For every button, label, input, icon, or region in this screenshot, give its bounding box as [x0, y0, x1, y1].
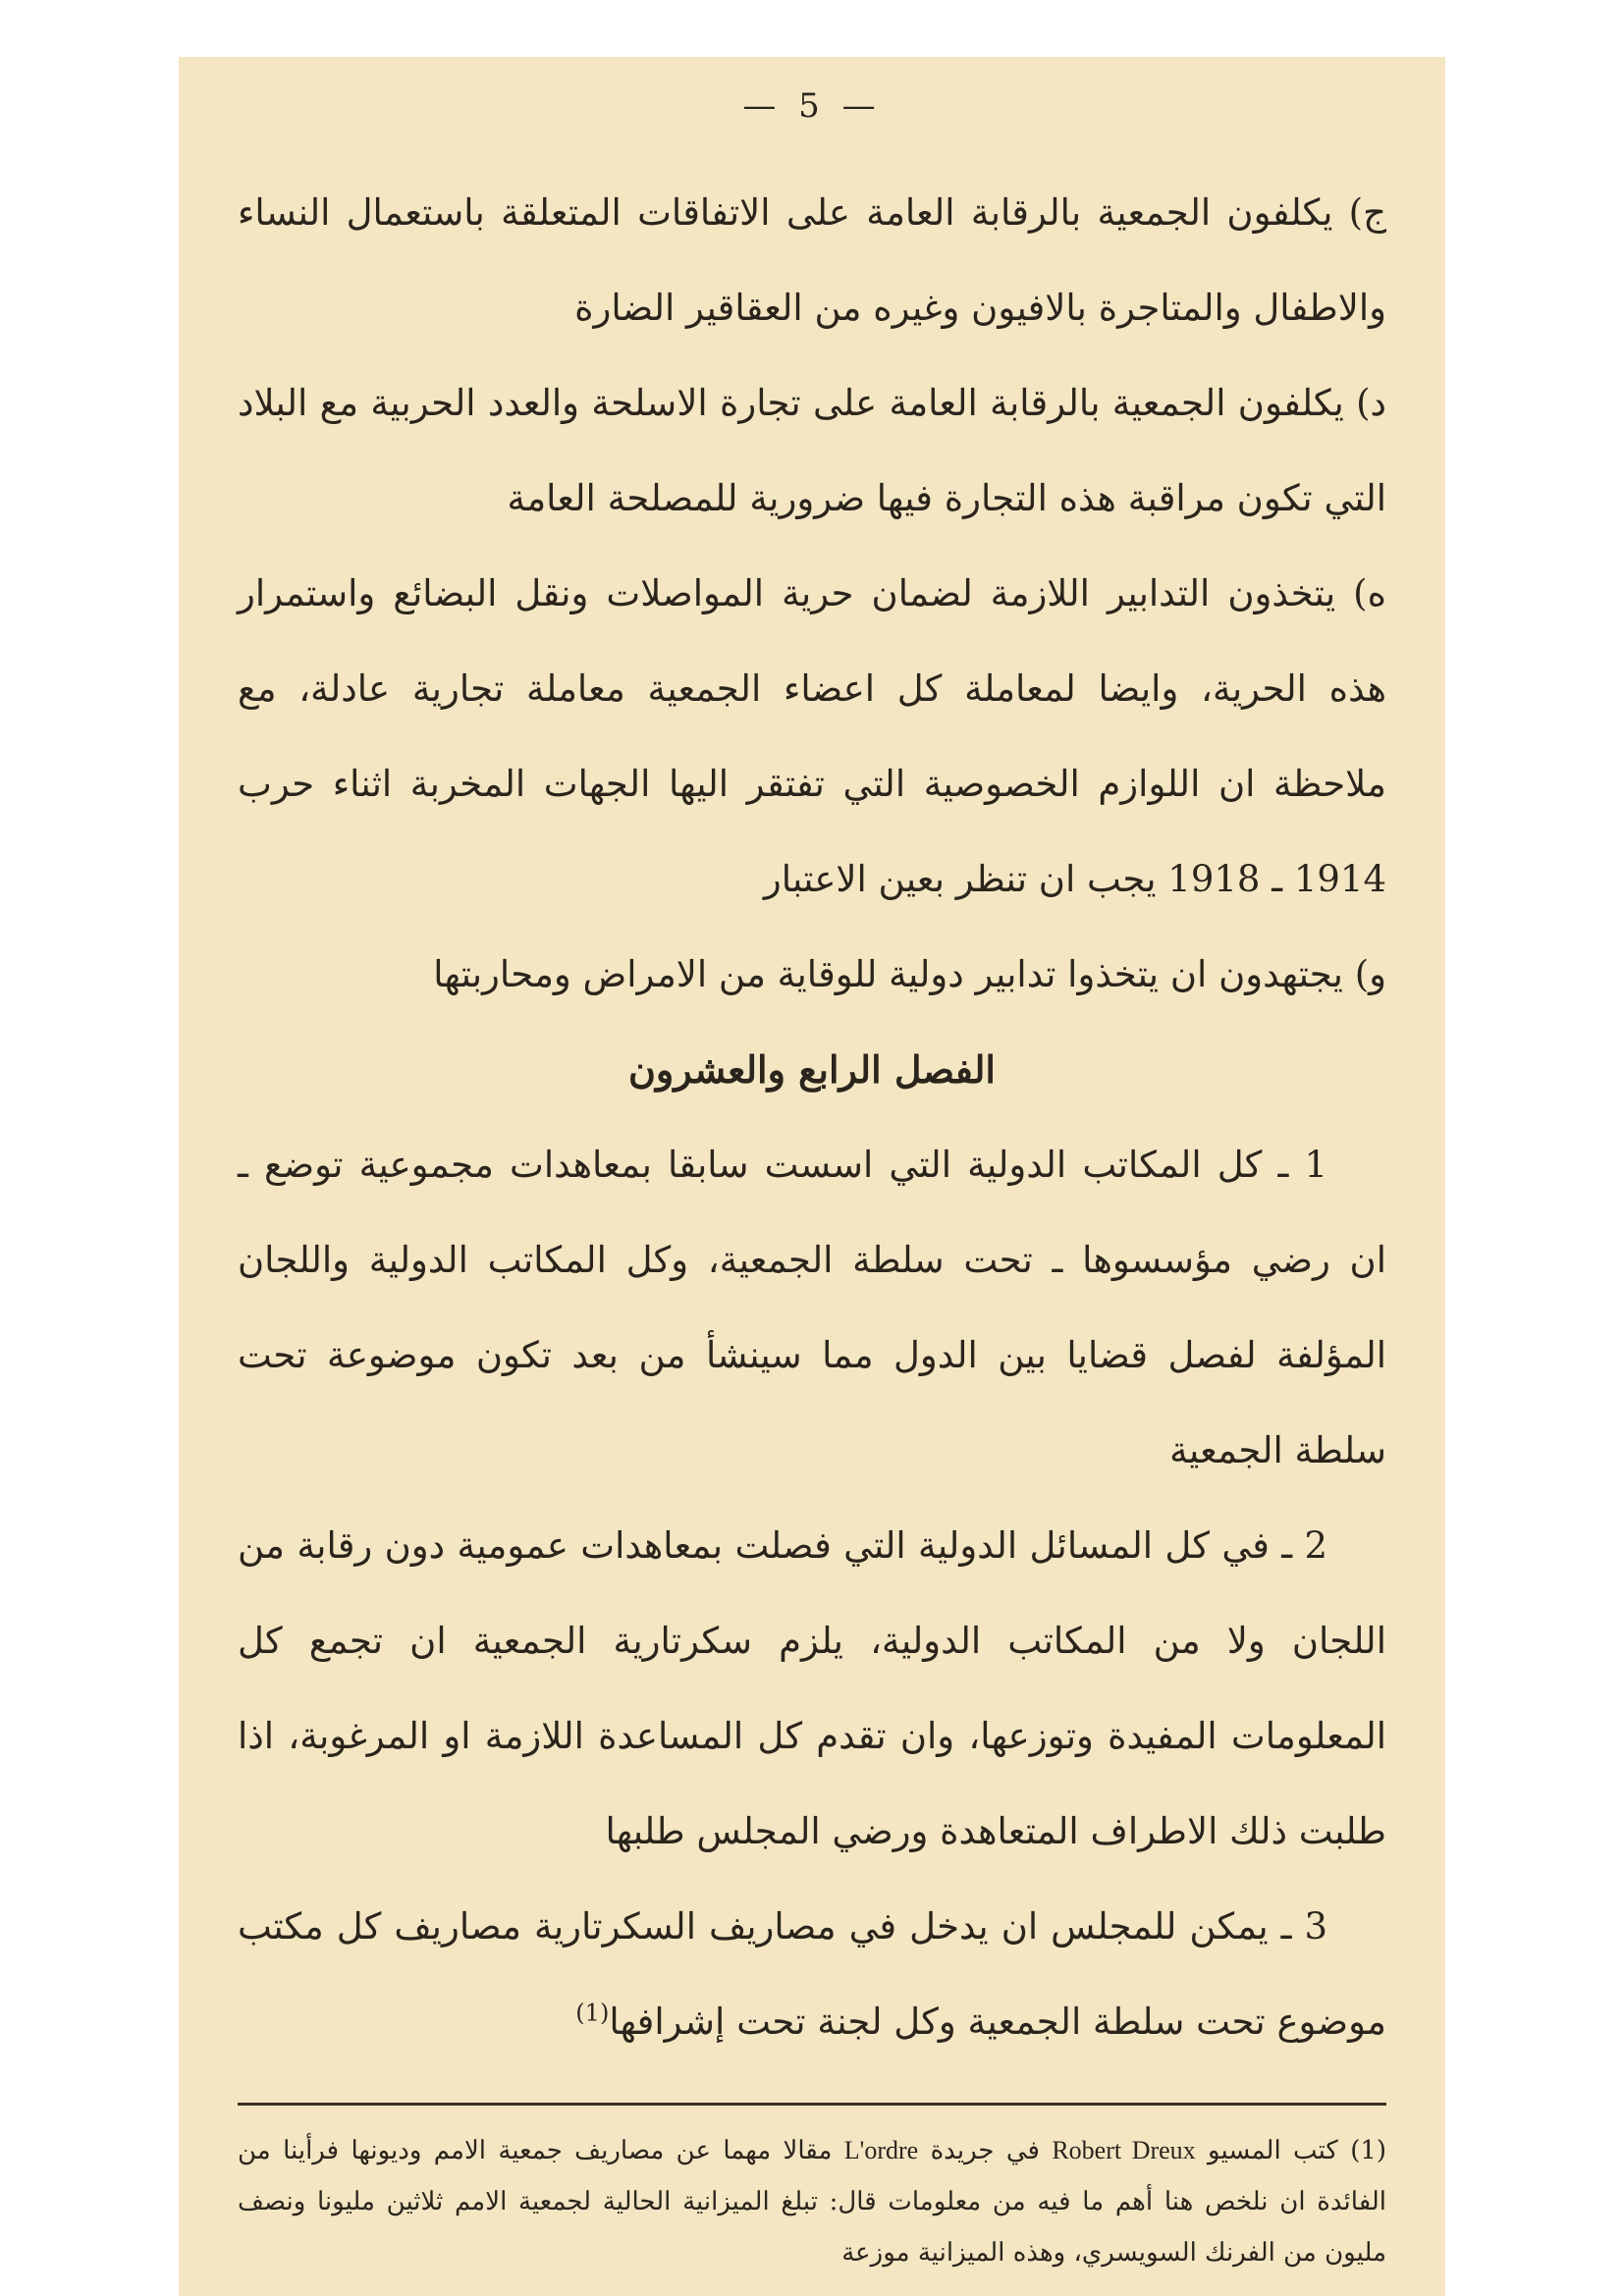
footnote-newspaper: L'ordre	[843, 2136, 919, 2164]
paragraph-waw: و) يجتهدون ان يتخذوا تدابير دولية للوقاية من الامراض ومحاربتها	[433, 953, 1386, 995]
footnote-text-1: كتب المسيو	[1208, 2136, 1338, 2165]
page-number: — 5 —	[742, 86, 882, 126]
section-heading: الفصل الرابع والعشرون	[628, 1047, 996, 1092]
paragraph-jim: ج) يكلفون الجمعية بالرقابة العامة على الاتفاقات المتعلقة باستعمال النساء والاطفال والمتاجرة بالافيون وغيره من العقاقير الضارة	[238, 191, 1386, 329]
paragraph-ha: ه) يتخذون التدابير اللازمة لضمان حرية المواصلات ونقل البضائع واستمرار هذه الحرية، وايضا لمعاملة كل اعضاء الجمعية معاملة تجارية عادلة، مع ملاحظة ان اللوازم الخصوصية التي تفتقر اليها الجهات المخربة اثناء حرب 1914 ـ 1918 يجب ان تنظر بعين الاعتبار	[238, 572, 1386, 900]
footnote-text-2: في جريدة	[930, 2136, 1040, 2165]
article-3-text: 3 ـ يمكن للمجلس ان يدخل في مصاريف السكرتارية مصاريف كل مكتب موضوع تحت سلطة الجمعية وكل لجنة تحت إشرافها	[238, 1905, 1386, 2043]
article-2: 2 ـ في كل المسائل الدولية التي فصلت بمعاهدات عمومية دون رقابة من اللجان ولا من المكاتب الدولية، يلزم سكرتارية الجمعية ان تجمع كل المعلومات المفيدة وتوزعها، وان تقدم كل المساعدة اللازمة او المرغوبة، اذا طلبت ذلك الاطراف المتعاهدة ورضي المجلس طلبها	[238, 1524, 1386, 1852]
paragraph-dal: د) يكلفون الجمعية بالرقابة العامة على تجارة الاسلحة والعدد الحربية مع البلاد التي تكون مراقبة هذه التجارة فيها ضرورية للمصلحة العامة	[238, 382, 1386, 519]
footnote-author: Robert Dreux	[1052, 2136, 1196, 2164]
article-1: 1 ـ كل المكاتب الدولية التي اسست سابقا بمعاهدات مجموعية توضع ـ ان رضي مؤسسوها ـ تحت سلطة الجمعية، وكل المكاتب الدولية واللجان المؤلفة لفصل قضايا بين الدول مما سينشأ من بعد تكون موضوعة تحت سلطة الجمعية	[238, 1144, 1387, 1471]
article-3	[218, 1879, 1406, 2069]
footnote-divider	[238, 2103, 1386, 2106]
footnote	[218, 2125, 1406, 2278]
footnote-text-3: مقالا مهما عن مصاريف جمعية الامم وديونها فرأينا من الفائدة ان نلخص هنا أهم ما فيه من معلومات قال: تبلغ الميزانية الحالية لجمعية الامم ثلاثين مليونا ونصف مليون من الفرنك السويسري، وهذه الميزانية موزعة	[238, 2136, 1386, 2268]
footnote-marker: (1)	[1350, 2136, 1387, 2165]
document-page	[179, 57, 1445, 2296]
footnote-reference: (1)	[575, 1999, 610, 2027]
